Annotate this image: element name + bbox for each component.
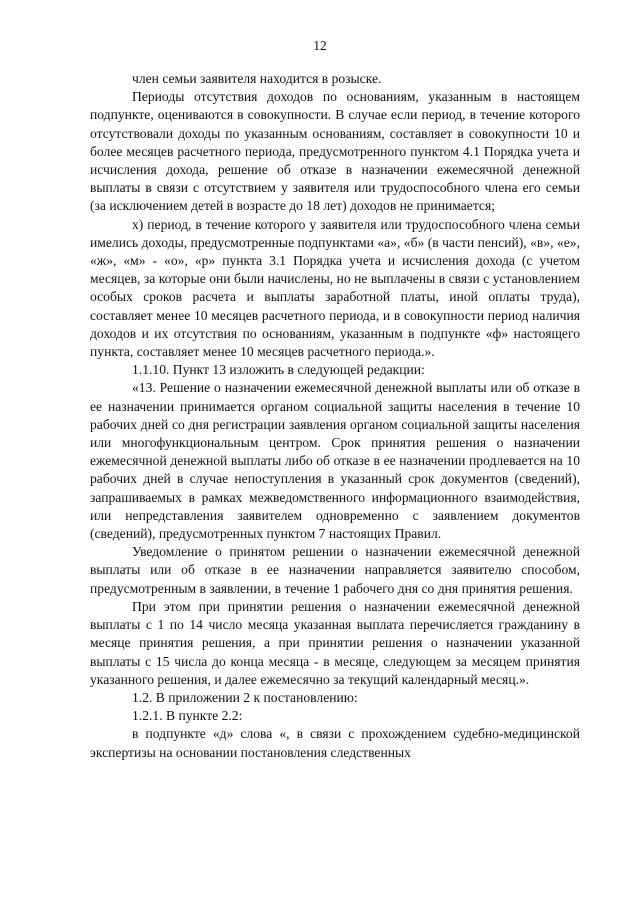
paragraph-1-2: 1.2. В приложении 2 к постановлению: <box>132 689 358 705</box>
page-number: 12 <box>313 38 327 53</box>
document-body <box>90 70 580 762</box>
paragraph-item-x: х) период, в течение которого у заявителя или трудоспособного члена семьи имелись доходы, предусмотренные подпунктами «а», «б» (в части пенсий), «в», «е», «ж», «м» - «о», «р» пункта 3.1 Порядка учета и исчисления дохода (с учетом месяцев, за которые они были начислены, но не выплачены в связи с установлением особых сроков расчета и выплаты заработной платы, иной оплаты труда), составляет менее 10 месяцев расчетного периода, и в совокупности период наличия доходов и их отсутствия по основаниям, указанным в подпункте «ф» настоящего пункта, составляет менее 10 месяцев расчетного периода.». <box>90 216 580 360</box>
paragraph-continuation: член семьи заявителя находится в розыске. <box>132 71 382 86</box>
paragraph-1-2-1: 1.2.1. В пункте 2.2: <box>132 708 243 724</box>
paragraph-subitem-d: в подпункте «д» слова «, в связи с прохождением судебно-медицинской экспертизы на основании постановления следственных <box>90 726 580 760</box>
paragraph-point-13: «13. Решение о назначении ежемесячной денежной выплаты или об отказе в ее назначении принимается органом социальной защиты населения в течение 10 рабочих дней со дня регистрации заявления органом социальной защиты населения или многофункциональным центром. Срок принятия решения о назначении ежемесячной денежной выплаты либо об отказе в ее назначении продлевается на 10 рабочих дней в случае непоступления в указанный срок документов (сведений), запрашиваемых в рамках межведомственного информационного взаимодействия, или непредставления заявителем одновременно с заявлением документов (сведений), предусмотренных пунктом 7 настоящих Правил. <box>90 380 580 542</box>
paragraph-1-1-10: 1.1.10. Пункт 13 изложить в следующей редакции: <box>132 362 425 378</box>
paragraph-absence-periods: Периоды отсутствия доходов по основаниям, указанным в настоящем подпункте, оцениваются в совокупности. В случае если период, в течение которого отсутствовали доходы по указанным основаниям, составляет в совокупности 10 и более месяцев расчетного периода, предусмотренного пунктом 4.1 Порядка учета и исчисления дохода, решение об отказе в назначении ежемесячной денежной выплаты в связи с отсутствием у заявителя или трудоспособного члена его семьи (за исключением детей в возрасте до 18 лет) доходов не принимается; <box>90 89 580 214</box>
paragraph-notification: Уведомление о принятом решении о назначении ежемесячной денежной выплаты или об отказе в ее назначении направляется заявителю способом, предусмотренным в заявлении, в течение 1 рабочего дня со дня принятия решения. <box>90 544 580 596</box>
paragraph-payment-timing: При этом при принятии решения о назначении ежемесячной денежной выплаты с 1 по 14 число месяца указанная выплата перечисляется гражданину в месяце принятия решения, а при принятии решения о назначении указанной выплаты с 15 числа до конца месяца - в месяце, следующем за месяцем принятия указанного решения, и далее ежемесячно за текущий календарный месяц.». <box>90 598 580 687</box>
